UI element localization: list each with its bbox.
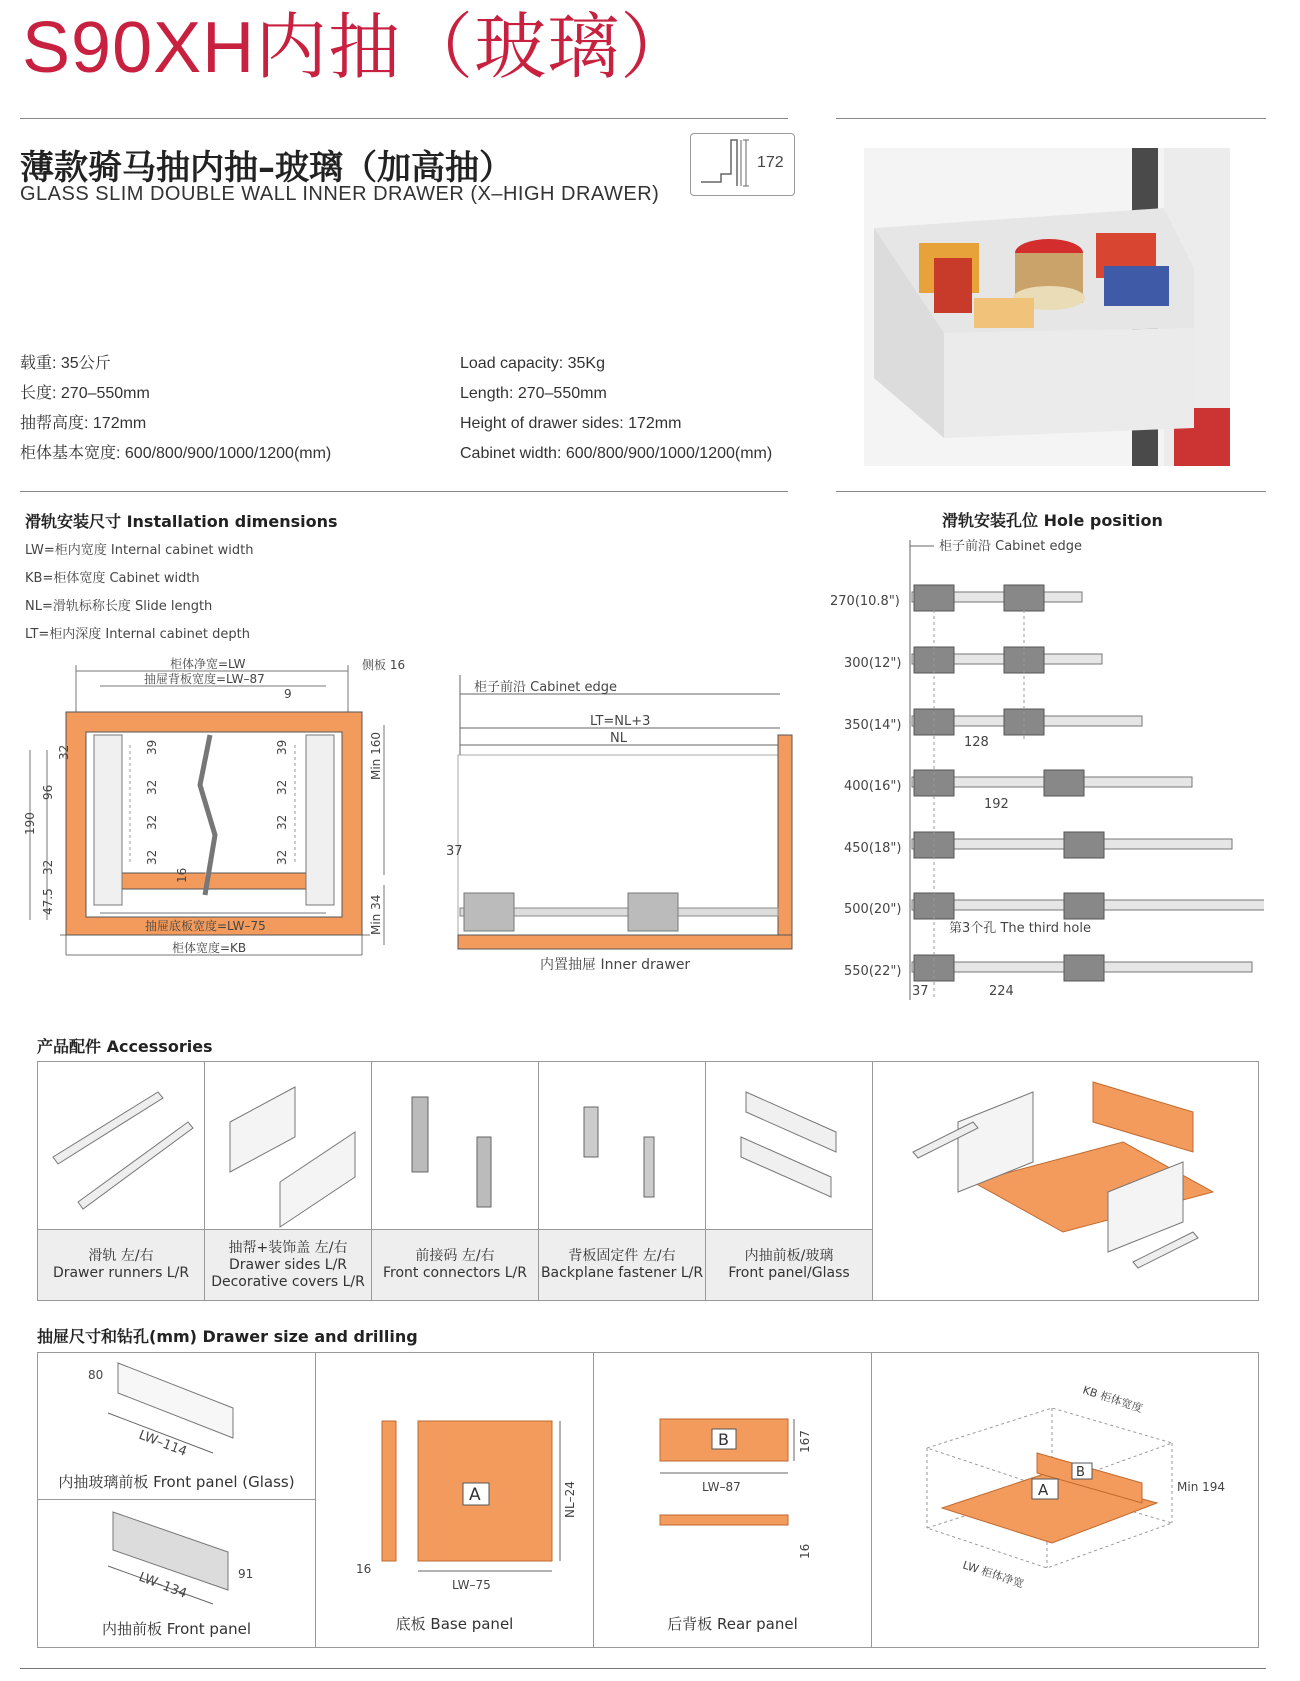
hole-edge-label: 柜子前沿 Cabinet edge: [939, 539, 1083, 554]
accessories-grid: [37, 1061, 1259, 1301]
length-450: 450(18"): [844, 841, 902, 856]
front-w-label: LW–134: [136, 1569, 189, 1602]
accessory-cn: 滑轨 左/右: [88, 1248, 154, 1264]
accessory-cn: 抽帮+装饰盖 左/右: [228, 1239, 348, 1256]
side-label: 侧板 16: [362, 658, 406, 672]
d32-label: 32: [275, 814, 289, 830]
legend-lt: LT=柜内深度 Internal cabinet depth: [25, 627, 250, 642]
min34-label: Min 34: [369, 894, 383, 935]
runners-image: [38, 1062, 205, 1230]
accessory-front-panel: [706, 1062, 873, 1300]
accessory-cn: 背板固定件 左/右: [568, 1248, 676, 1264]
lw75-label: 抽屉底板宽度=LW–75: [145, 919, 266, 933]
length-270: 270(10.8"): [830, 594, 900, 609]
kb-label: 柜体宽度=KB: [172, 941, 247, 955]
assembly-cell: [872, 1353, 1258, 1647]
spec-length-en: Length: 270–550mm: [460, 385, 607, 402]
accessory-en: Backplane fastener L/R: [540, 1265, 704, 1281]
d96-label: 96: [41, 784, 55, 800]
front-view-diagram: [10, 655, 430, 995]
front-h-label: 91: [238, 1567, 254, 1581]
spec-length-cn: 长度: 270–550mm: [20, 385, 150, 402]
base-panel-caption: 底板 Base panel: [395, 1615, 514, 1633]
min160-label: Min 160: [369, 731, 383, 780]
accessory-caption: [372, 1229, 538, 1300]
base-t-label: 16: [356, 1562, 372, 1576]
base-w-label: LW–75: [452, 1578, 491, 1592]
backplane-fastener-image: [539, 1062, 706, 1230]
d16-label: 16: [175, 867, 189, 883]
accessories-title: 产品配件 Accessories: [37, 1037, 213, 1056]
assembly-kb: KB 柜体宽度: [1081, 1383, 1145, 1416]
front-panel-drawing: [38, 1500, 316, 1620]
length-400: 400(16"): [844, 779, 902, 794]
accessory-sides: [205, 1062, 372, 1300]
spec-load-en: Load capacity: 35Kg: [460, 355, 605, 372]
assembly-drawing: [872, 1353, 1258, 1647]
lw87-label: 抽屉背板宽度=LW–87: [144, 672, 265, 686]
legend-nl: NL=滑轨标称长度 Slide length: [25, 599, 213, 614]
dim-192: 192: [984, 797, 1009, 812]
d47-label: 47.5: [41, 888, 55, 915]
rear-panel-cell: [594, 1353, 872, 1647]
nl-label: NL: [610, 731, 627, 746]
legend-lw: LW=柜内宽度 Internal cabinet width: [25, 543, 254, 558]
nine-label: 9: [284, 687, 292, 701]
dim-224: 224: [989, 984, 1014, 999]
spec-width-en: Cabinet width: 600/800/900/1000/1200(mm): [460, 445, 773, 462]
front-panel-cell: [38, 1500, 316, 1647]
base-letter: A: [469, 1485, 481, 1505]
spec-load-cn: 载重: 35公斤: [20, 355, 111, 372]
page-title: S90XH内抽（玻璃）: [22, 8, 694, 88]
dim-37: 37: [912, 984, 929, 999]
accessory-backplane-fastener: [539, 1062, 706, 1300]
specs-en: [460, 349, 772, 469]
spec-width-cn: 柜体基本宽度: 600/800/900/1000/1200(mm): [20, 445, 332, 462]
dim-128: 128: [964, 735, 989, 750]
d32-label: 32: [57, 744, 71, 760]
accessory-en2: Decorative covers L/R: [211, 1273, 365, 1290]
subtitle-cn: 薄款骑马抽内抽–玻璃（加高抽）: [20, 148, 513, 188]
rear-w-label: LW–87: [702, 1480, 741, 1494]
base-nl-label: NL–24: [563, 1481, 577, 1518]
product-photo-drawing: [864, 148, 1230, 466]
d32-label: 32: [145, 779, 159, 795]
d39-label: 39: [145, 739, 159, 755]
side-caption: 内置抽屉 Inner drawer: [540, 957, 691, 973]
rear-panel-drawing: [594, 1353, 872, 1603]
divider: [20, 491, 788, 492]
accessory-en: Drawer runners L/R: [52, 1265, 190, 1281]
glass-h-label: 80: [88, 1368, 104, 1382]
d32-label: 32: [145, 814, 159, 830]
assembly-a: A: [1038, 1481, 1049, 1499]
accessory-caption: [539, 1229, 705, 1300]
height-badge: [690, 133, 795, 196]
d37-label: 37: [446, 844, 463, 859]
subtitle-en: GLASS SLIM DOUBLE WALL INNER DRAWER (X–HIGH DRAWER): [20, 183, 660, 205]
accessory-exploded-view: [873, 1062, 1258, 1300]
d32-label: 32: [41, 859, 55, 875]
d32-label: 32: [145, 849, 159, 865]
sides-image: [205, 1062, 372, 1230]
assembly-lw: LW 柜体净宽: [961, 1558, 1026, 1591]
accessory-en: Drawer sides L/R: [228, 1256, 348, 1273]
height-badge-value: 172: [757, 154, 784, 171]
glass-w-label: LW–114: [136, 1427, 189, 1460]
accessory-en: Front panel/Glass: [728, 1265, 850, 1281]
length-350: 350(14"): [844, 718, 902, 733]
accessory-front-connectors: [372, 1062, 539, 1300]
side-view-diagram: [440, 665, 810, 985]
divider: [20, 118, 788, 119]
specs-cn: [20, 349, 331, 469]
glass-panel-drawing: [38, 1353, 316, 1473]
rear-letter: B: [718, 1430, 729, 1449]
spec-height-cn: 抽帮高度: 172mm: [20, 415, 147, 432]
legend-kb: KB=柜体宽度 Cabinet width: [25, 571, 200, 586]
assembly-b: B: [1076, 1465, 1085, 1480]
hole-position-diagram: [824, 530, 1264, 1010]
accessory-runners: [38, 1062, 205, 1300]
d190-label: 190: [23, 812, 37, 835]
accessory-caption: [38, 1229, 204, 1300]
length-500: 500(20"): [844, 902, 902, 917]
accessory-en: Front connectors L/R: [383, 1265, 527, 1281]
spec-height-en: Height of drawer sides: 172mm: [460, 415, 682, 432]
side-edge-label: 柜子前沿 Cabinet edge: [474, 680, 618, 695]
glass-panel-cell: [38, 1353, 316, 1500]
divider: [836, 118, 1266, 119]
product-photo: [864, 148, 1230, 466]
d32-label: 32: [275, 779, 289, 795]
lt-label: LT=NL+3: [590, 714, 651, 729]
exploded-view-image: [873, 1062, 1258, 1300]
assembly-min: Min 194: [1177, 1480, 1226, 1494]
third-hole-label: 第3个孔 The third hole: [949, 921, 1091, 936]
accessory-caption: [706, 1229, 872, 1300]
rear-t-label: 16: [798, 1543, 812, 1559]
glass-panel-caption: 内抽玻璃前板 Front panel (Glass): [58, 1473, 295, 1491]
d32-label: 32: [275, 849, 289, 865]
lw-label: 柜体净宽=LW: [170, 657, 246, 671]
accessory-cn: 内抽前板/玻璃: [744, 1248, 834, 1264]
install-title: 滑轨安装尺寸 Installation dimensions: [25, 512, 338, 531]
drawer-title: 抽屉尺寸和钻孔(mm) Drawer size and drilling: [37, 1327, 418, 1346]
base-panel-drawing: [316, 1353, 594, 1603]
rear-panel-caption: 后背板 Rear panel: [667, 1615, 798, 1633]
front-connectors-image: [372, 1062, 539, 1230]
drawer-grid: [37, 1352, 1259, 1648]
rear-h-label: 167: [798, 1430, 812, 1453]
front-panel-caption: 内抽前板 Front panel: [101, 1620, 252, 1638]
length-550: 550(22"): [844, 964, 902, 979]
accessory-cn: 前接码 左/右: [415, 1248, 495, 1264]
front-panel-image: [706, 1062, 873, 1230]
length-300: 300(12"): [844, 656, 902, 671]
accessory-caption: [205, 1229, 371, 1300]
base-panel-cell: [316, 1353, 594, 1647]
bottom-divider: [20, 1668, 1266, 1669]
d39-label: 39: [275, 739, 289, 755]
install-legend: [25, 537, 253, 649]
hole-title: 滑轨安装孔位 Hole position: [942, 511, 1163, 530]
divider: [836, 491, 1266, 492]
